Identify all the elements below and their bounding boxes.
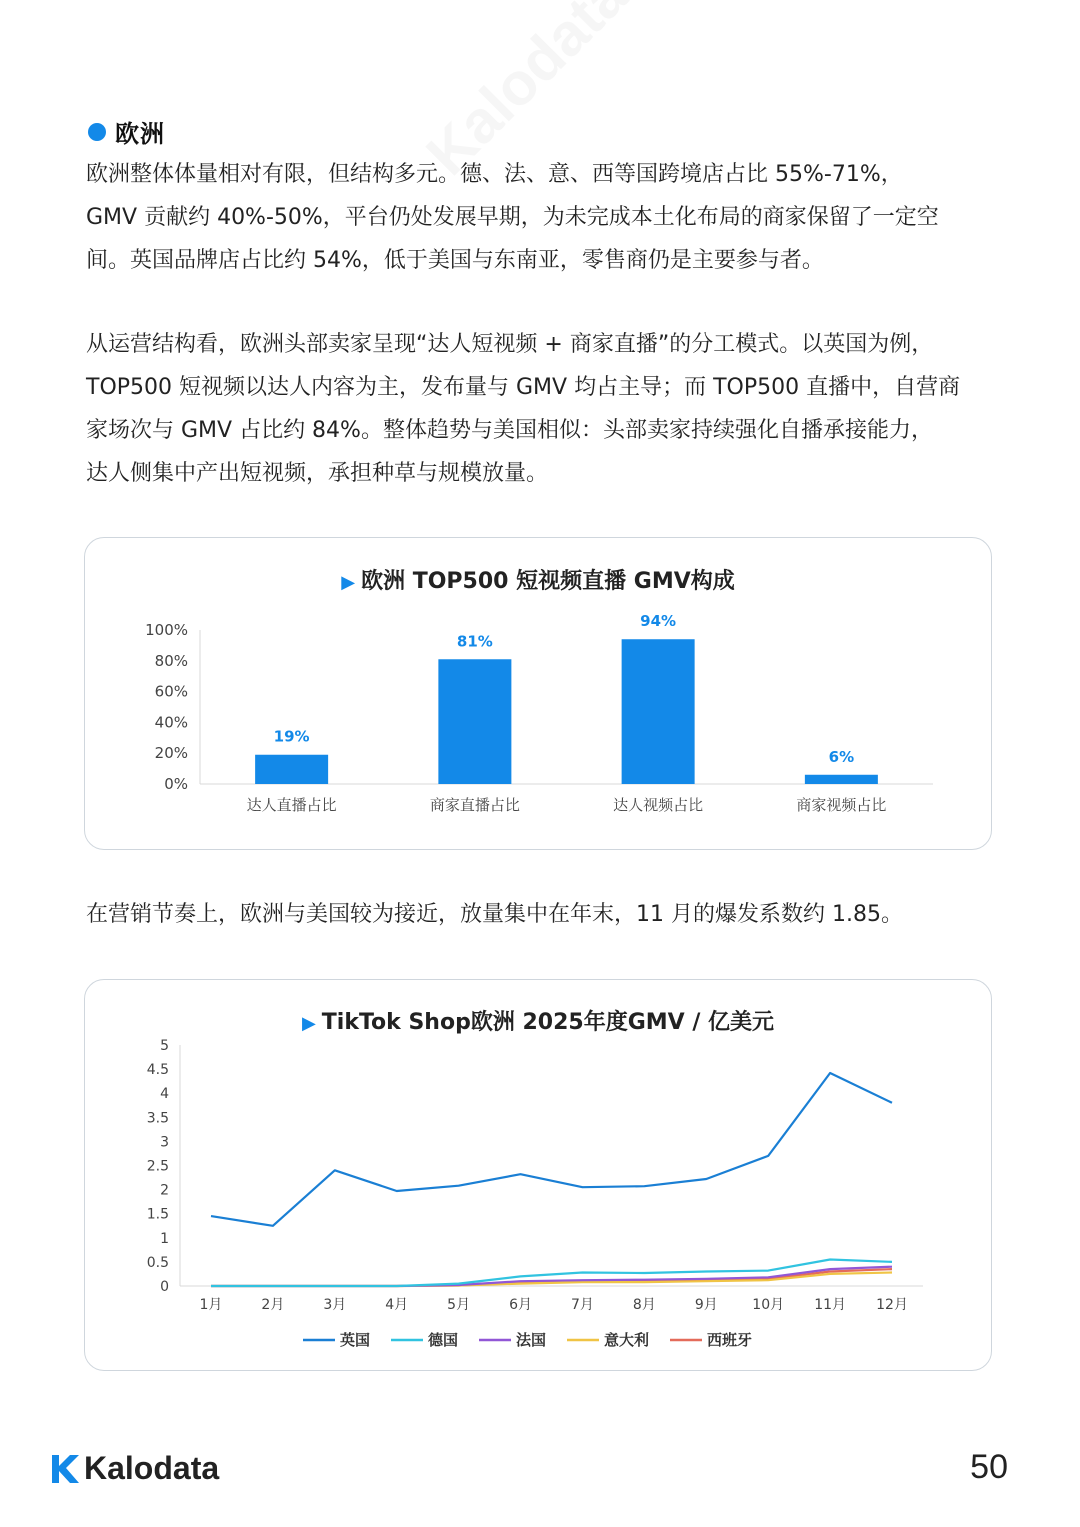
kalodata-logo-icon [50,1453,80,1485]
y-tick-label: 1 [160,1230,169,1247]
y-tick-label: 4 [160,1086,169,1103]
legend-label: 西班牙 [707,1331,753,1349]
x-tick-label: 1月 [199,1297,223,1313]
line-chart [85,980,991,1370]
triangle-icon: ▶ [341,572,356,593]
bar-chart-title-text: 欧洲 TOP500 短视频直播 GMV构成 [361,569,735,594]
x-tick-label: 达人直播占比 [246,796,337,814]
x-tick-label: 商家视频占比 [796,796,887,814]
y-tick-label: 5 [160,1038,169,1054]
y-tick-label: 20% [154,744,188,763]
bar-chart-card [84,537,992,850]
line-chart-card [84,979,992,1371]
bar [805,775,878,784]
legend-label: 德国 [428,1331,459,1349]
bar-data-label: 19% [273,727,310,746]
x-tick-label: 2月 [261,1297,285,1313]
x-tick-label: 12月 [876,1297,908,1313]
paragraph-overview [86,153,996,282]
paragraph-line: 欧洲整体体量相对有限，但结构多元。德、法、意、西等国跨境店占比 55%-71%， [86,162,903,187]
bullet-dot-icon [88,123,106,141]
bar-data-label: 81% [456,632,493,651]
brand-name: Kalodata [84,1450,220,1486]
triangle-icon: ▶ [301,1013,316,1034]
paragraph-line: 在营销节奏上，欧洲与美国较为接近，放量集中在年末，11 月的爆发系数约 1.85。 [86,902,903,927]
paragraph-line: TOP500 短视频以达人内容为主，发布量与 GMV 均占主导；而 TOP500 直播中，自营商 [86,375,961,400]
y-tick-label: 3.5 [146,1110,169,1127]
x-tick-label: 5月 [447,1297,471,1313]
line-chart-title-text: TikTok Shop欧洲 2025年度GMV / 亿美元 [321,1010,775,1035]
x-tick-label: 9月 [694,1297,718,1313]
x-tick-label: 11月 [814,1297,847,1313]
bar-data-label: 6% [828,747,855,766]
paragraph-marketing [86,893,996,936]
paragraph-line: GMV 贡献约 40%-50%，平台仍处发展早期，为未完成本土化布局的商家保留了一定空 [86,205,939,230]
y-tick-label: 4.5 [146,1062,169,1079]
y-tick-label: 100% [145,621,188,639]
x-tick-label: 8月 [632,1297,656,1313]
y-tick-label: 0 [160,1279,169,1295]
paragraph-operations [86,323,996,495]
page-number: 50 [970,1448,1008,1486]
legend-label: 意大利 [604,1331,650,1349]
paragraph-line: 达人侧集中产出短视频，承担种草与规模放量。 [86,461,549,486]
paragraph-line: 间。英国品牌店占比约 54%，低于美国与东南亚，零售商仍是主要参与者。 [86,248,824,273]
bar-data-label: 94% [640,612,677,631]
x-tick-label: 4月 [385,1297,409,1313]
y-tick-label: 0.5 [146,1254,169,1271]
x-tick-label: 达人视频占比 [613,796,704,814]
y-tick-label: 2.5 [146,1158,169,1175]
y-tick-label: 80% [154,651,188,670]
y-tick-label: 2 [160,1182,169,1199]
x-tick-label: 商家直播占比 [429,796,520,814]
paragraph-line: 从运营结构看，欧洲头部卖家呈现“达人短视频 + 商家直播”的分工模式。以英国为例， [86,332,934,357]
section-title: 欧洲 [115,120,165,148]
legend-label: 英国 [340,1331,371,1349]
bar [255,755,328,784]
legend-label: 法国 [516,1331,547,1349]
y-tick-label: 0% [164,775,188,793]
series-line [211,1073,892,1226]
y-tick-label: 60% [154,682,188,701]
y-tick-label: 1.5 [146,1206,169,1223]
bar [438,659,511,784]
y-tick-label: 3 [160,1134,169,1151]
y-tick-label: 40% [154,713,188,732]
bar [622,639,695,784]
x-tick-label: 3月 [323,1297,347,1313]
x-tick-label: 7月 [570,1297,594,1313]
paragraph-line: 家场次与 GMV 占比约 84%。整体趋势与美国相似：头部卖家持续强化自播承接能力， [86,418,933,443]
x-tick-label: 10月 [752,1297,785,1313]
section-header [88,114,165,149]
x-tick-label: 6月 [509,1297,533,1313]
footer-logo [50,1450,219,1487]
bar-chart [85,538,991,849]
